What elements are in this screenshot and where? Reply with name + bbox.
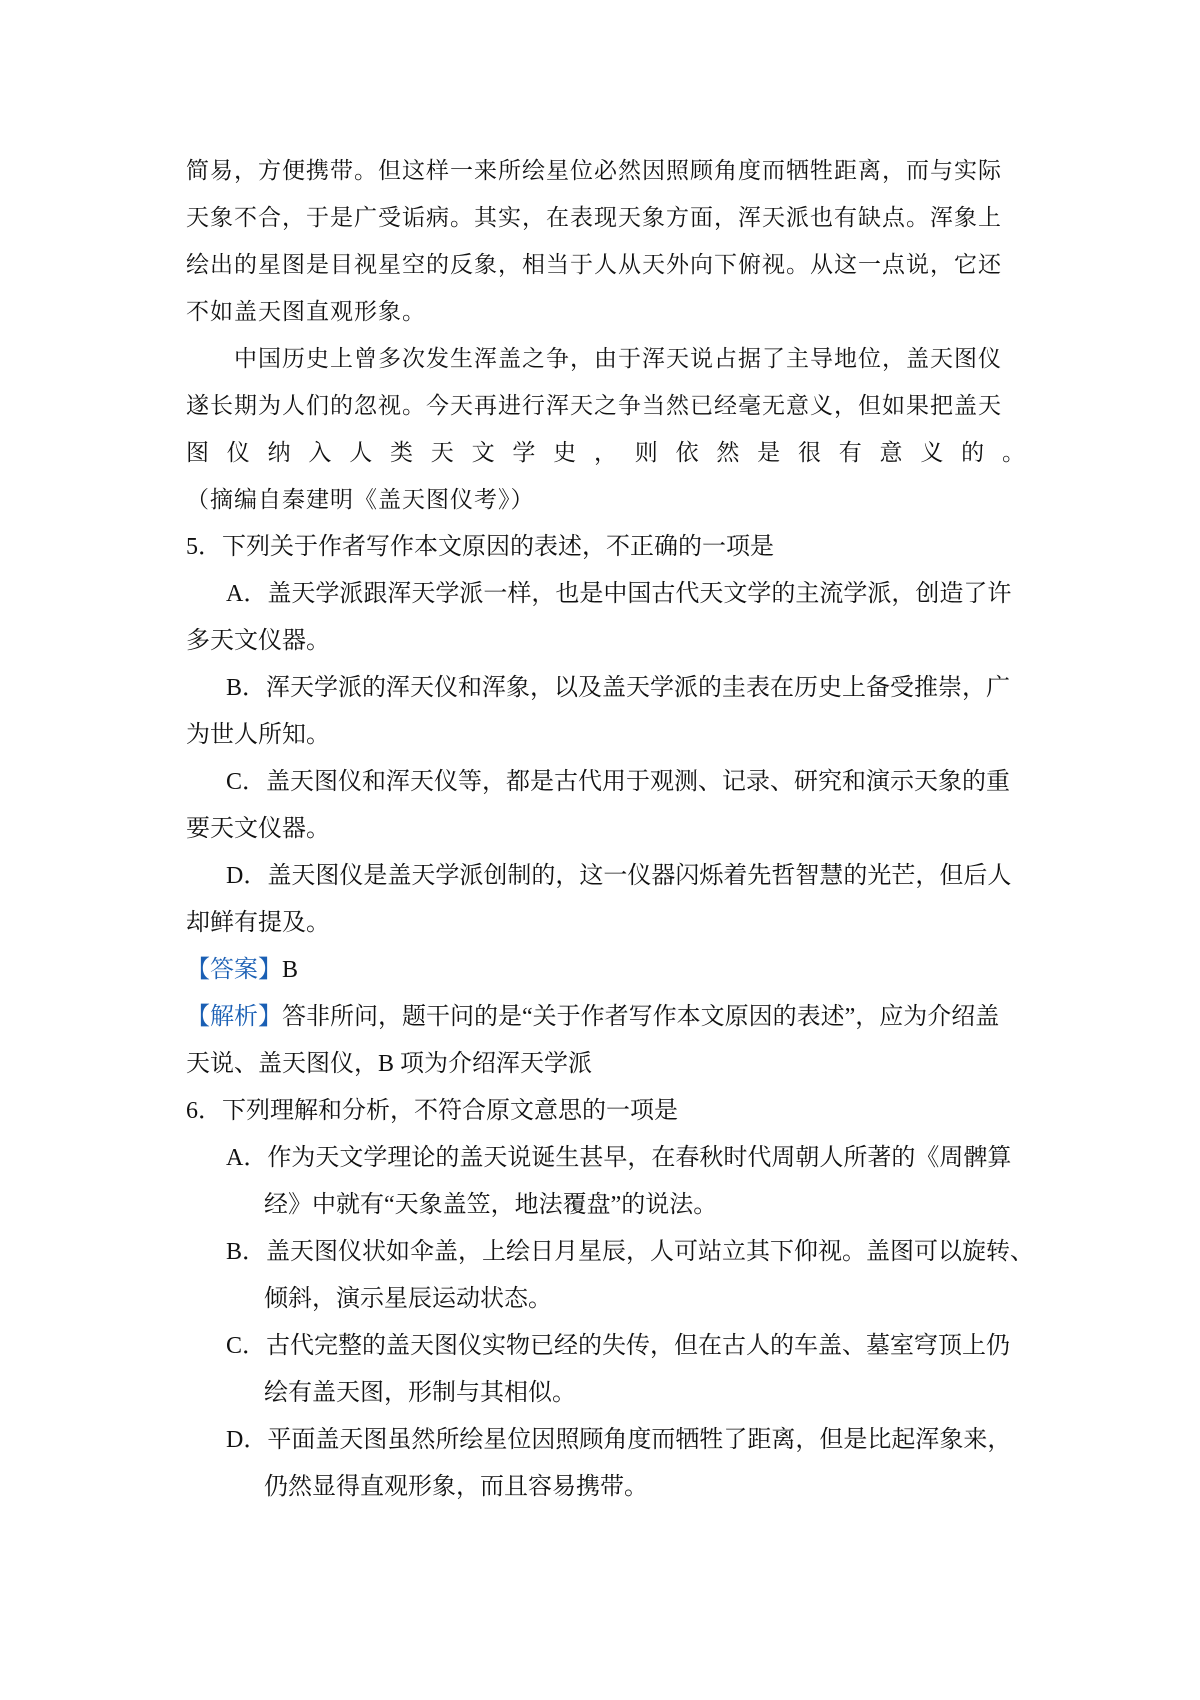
passage-line: 天象不合，于是广受诟病。其实，在表现天象方面，浑天派也有缺点。浑象上: [186, 205, 1002, 231]
option-a-line1: A．作为天文学理论的盖天说诞生甚早，在春秋时代周朝人所著的《周髀算: [226, 1145, 1012, 1171]
option-a-line2: 多天文仪器。: [186, 628, 330, 654]
spread-char: 史: [553, 440, 578, 466]
passage-line-spread: [186, 430, 1026, 477]
passage-line: 中国历史上曾多次发生浑盖之争，由于浑天说占据了主导地位，盖天图仪: [234, 346, 1002, 372]
option-a-line1: A．盖天学派跟浑天学派一样，也是中国古代天文学的主流学派，创造了许: [226, 581, 1012, 607]
spread-char: 意: [879, 440, 904, 466]
passage-source: （摘编自秦建明《盖天图仪考》）: [186, 487, 535, 513]
passage-line: 简易，方便携带。但这样一来所绘星位必然因照顾角度而牺牲距离，而与实际: [186, 158, 1002, 184]
question-6: [186, 1088, 1035, 1511]
passage-line: 遂长期为人们的忽视。今天再进行浑天之争当然已经毫无意义，但如果把盖天: [186, 393, 1002, 419]
option-d-line1: D．平面盖天图虽然所绘星位因照顾角度而牺牲了距离，但是比起浑象来，: [226, 1427, 1012, 1453]
option-c-line2: 要天文仪器。: [186, 816, 330, 842]
option-c-line1: C．盖天图仪和浑天仪等，都是古代用于观测、记录、研究和演示天象的重: [226, 769, 1011, 795]
question-stem: 6．下列理解和分析，不符合原文意思的一项是: [186, 1098, 678, 1124]
answer-value: B: [282, 957, 299, 983]
answer-tag: 【答案】: [186, 957, 282, 983]
option-d-line2: 仍然显得直观形象，而且容易携带。: [264, 1474, 648, 1500]
spread-char: 人: [349, 440, 374, 466]
spread-char: ，: [593, 440, 618, 466]
option-b-line1: B．浑天学派的浑天仪和浑象，以及盖天学派的圭表在历史上备受推崇，广: [226, 675, 1011, 701]
option-b-line1: B．盖天图仪状如伞盖，上绘日月星辰，人可站立其下仰视。盖图可以旋转、: [226, 1239, 1035, 1265]
passage: [186, 148, 1026, 524]
spread-char: 天: [430, 440, 455, 466]
analysis-row: [186, 994, 1026, 1041]
question-stem: 5．下列关于作者写作本文原因的表述，不正确的一项是: [186, 534, 774, 560]
spread-char: 仪: [226, 440, 251, 466]
option-b-line2: 倾斜，演示星辰运动状态。: [264, 1286, 552, 1312]
spread-char: 是: [757, 440, 782, 466]
option-a-line2: 经》中就有“天象盖笠，地法覆盘”的说法。: [264, 1192, 718, 1218]
spread-char: 则: [634, 440, 659, 466]
spread-char: 义: [920, 440, 945, 466]
option-b-line2: 为世人所知。: [186, 722, 330, 748]
passage-line: 绘出的星图是目视星空的反象，相当于人从天外向下俯视。从这一点说，它还: [186, 252, 1002, 278]
spread-char: 的: [961, 440, 986, 466]
passage-line: 不如盖天图直观形象。: [186, 299, 426, 325]
analysis-text: 答非所问，题干问的是“关于作者写作本文原因的表述”，应为介绍盖: [282, 1004, 1000, 1030]
spread-char: 图: [186, 440, 210, 466]
spread-char: 有: [838, 440, 863, 466]
spread-char: 很: [797, 440, 822, 466]
spread-char: 依: [675, 440, 700, 466]
spread-char: 入: [308, 440, 333, 466]
option-d-line2: 却鲜有提及。: [186, 910, 330, 936]
spread-char: 类: [389, 440, 414, 466]
option-c-line1: C．古代完整的盖天图仪实物已经的失传，但在古人的车盖、墓室穹顶上仍: [226, 1333, 1011, 1359]
analysis-text-line2: 天说、盖天图仪，B 项为介绍浑天学派: [186, 1051, 593, 1077]
answer-row: [186, 947, 1026, 994]
spread-char: 纳: [267, 440, 292, 466]
analysis-tag: 【解析】: [186, 1004, 282, 1030]
spread-char: 文: [471, 440, 496, 466]
spread-char: 。: [1001, 440, 1026, 466]
spread-char: 学: [512, 440, 537, 466]
option-c-line2: 绘有盖天图，形制与其相似。: [264, 1380, 576, 1406]
question-5: [186, 524, 1026, 1088]
option-d-line1: D．盖天图仪是盖天学派创制的，这一仪器闪烁着先哲智慧的光芒，但后人: [226, 863, 1012, 889]
spread-char: 然: [716, 440, 741, 466]
document-page: [186, 148, 1035, 1511]
